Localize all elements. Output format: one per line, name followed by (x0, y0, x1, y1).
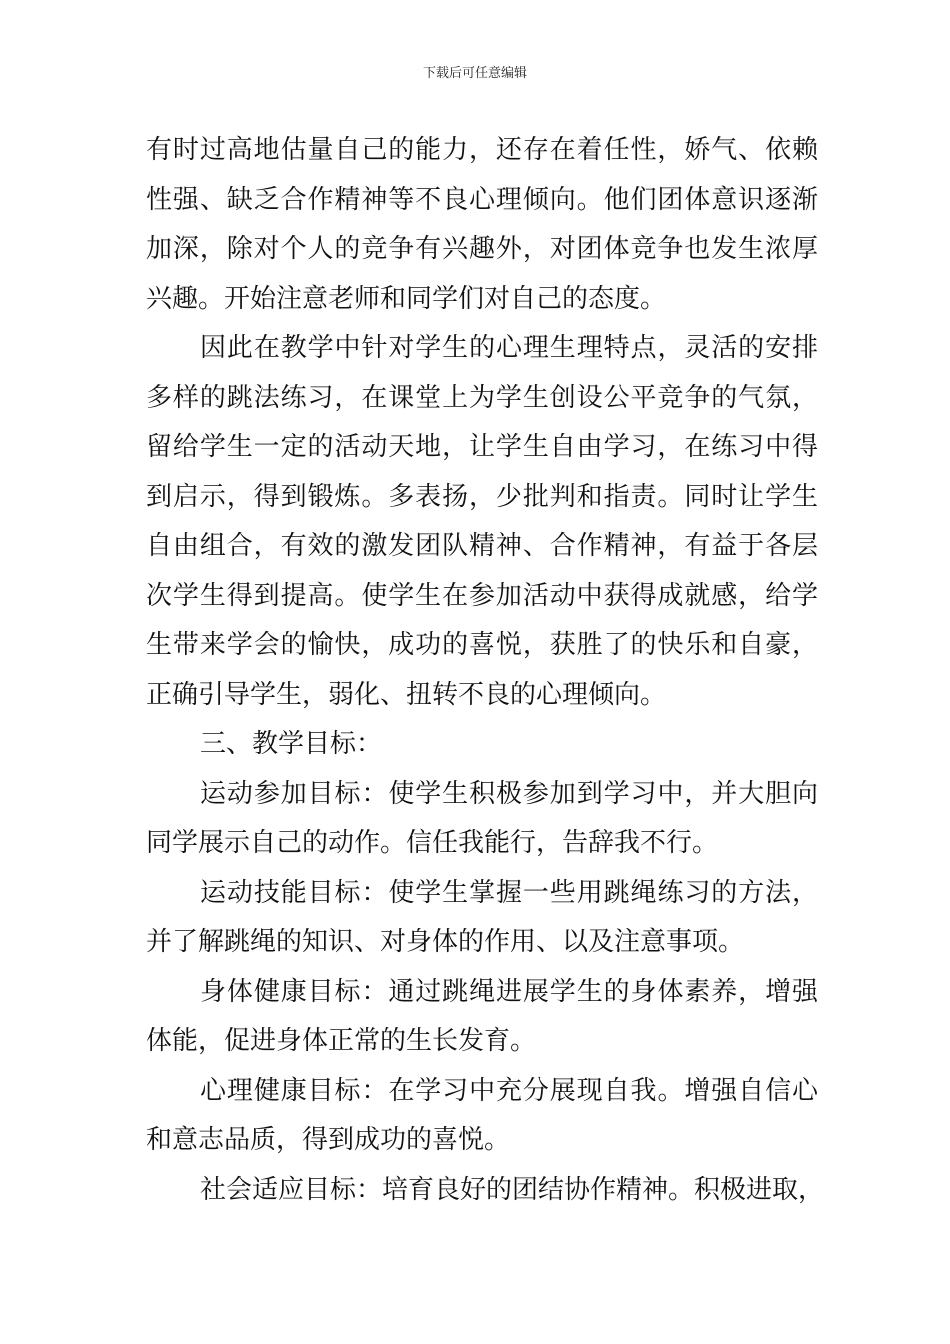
text-line: 运动参加目标：使学生积极参加到学习中，并大胆向 (200, 778, 818, 809)
text-line: 体能，促进身体正常的生长发育。 (146, 1026, 537, 1056)
text-line: 并了解跳绳的知识、对身体的作用、以及注意事项。 (146, 927, 745, 957)
text-line: 次学生得到提高。使学生在参加活动中获得成就感，给学 (146, 580, 818, 611)
text-line: 身体健康目标：通过跳绳进展学生的身体素养，增强 (200, 976, 818, 1007)
text-line: 兴趣。开始注意老师和同学们对自己的态度。 (146, 283, 667, 314)
paragraph (146, 968, 818, 1067)
paragraph (146, 324, 818, 720)
page-header: 下载后可任意编辑 (422, 66, 527, 81)
paragraph (146, 869, 818, 968)
text-line: 自由组合，有效的激发团队精神、合作精神，有益于各层 (146, 531, 818, 561)
text-line: 正确引导学生，弱化、扭转不良的心理倾向。 (146, 679, 667, 710)
text-line: 有时过高地估量自己的能力，还存在着任性，娇气、依赖 (146, 135, 818, 165)
text-line: 因此在教学中针对学生的心理生理特点，灵活的安排 (200, 333, 818, 363)
paragraph (146, 770, 818, 869)
text-line: 运动技能目标：使学生掌握一些用跳绳练习的方法， (200, 877, 818, 908)
text-line: 到启示，得到锻炼。多表扬，少批判和指责。同时让学生 (146, 481, 818, 512)
section-heading-text: 三、教学目标： (200, 729, 383, 759)
text-line: 多样的跳法练习，在课堂上为学生创设公平竞争的气氛， (146, 382, 818, 413)
paragraph (146, 1067, 818, 1166)
text-line: 和意志品质，得到成功的喜悦。 (146, 1125, 511, 1155)
text-line: 心理健康目标：在学习中充分展现自我。增强自信心 (200, 1075, 818, 1106)
text-line: 留给学生一定的活动天地，让学生自由学习，在练习中得 (146, 432, 818, 462)
document-body (146, 126, 825, 1215)
paragraph (146, 1166, 825, 1216)
text-line: 生带来学会的愉快，成功的喜悦，获胜了的快乐和自豪， (146, 630, 818, 660)
text-line: 同学展示自己的动作。信任我能行，告辞我不行。 (146, 828, 719, 858)
text-line: 社会适应目标：培育良好的团结协作精神。积极进取， (200, 1174, 825, 1205)
text-line: 性强、缺乏合作精神等不良心理倾向。他们团体意识逐渐 (146, 184, 818, 215)
section-heading (146, 720, 818, 770)
paragraph (146, 126, 818, 324)
text-line: 加深，除对个人的竞争有兴趣外，对团体竞争也发生浓厚 (146, 234, 818, 264)
